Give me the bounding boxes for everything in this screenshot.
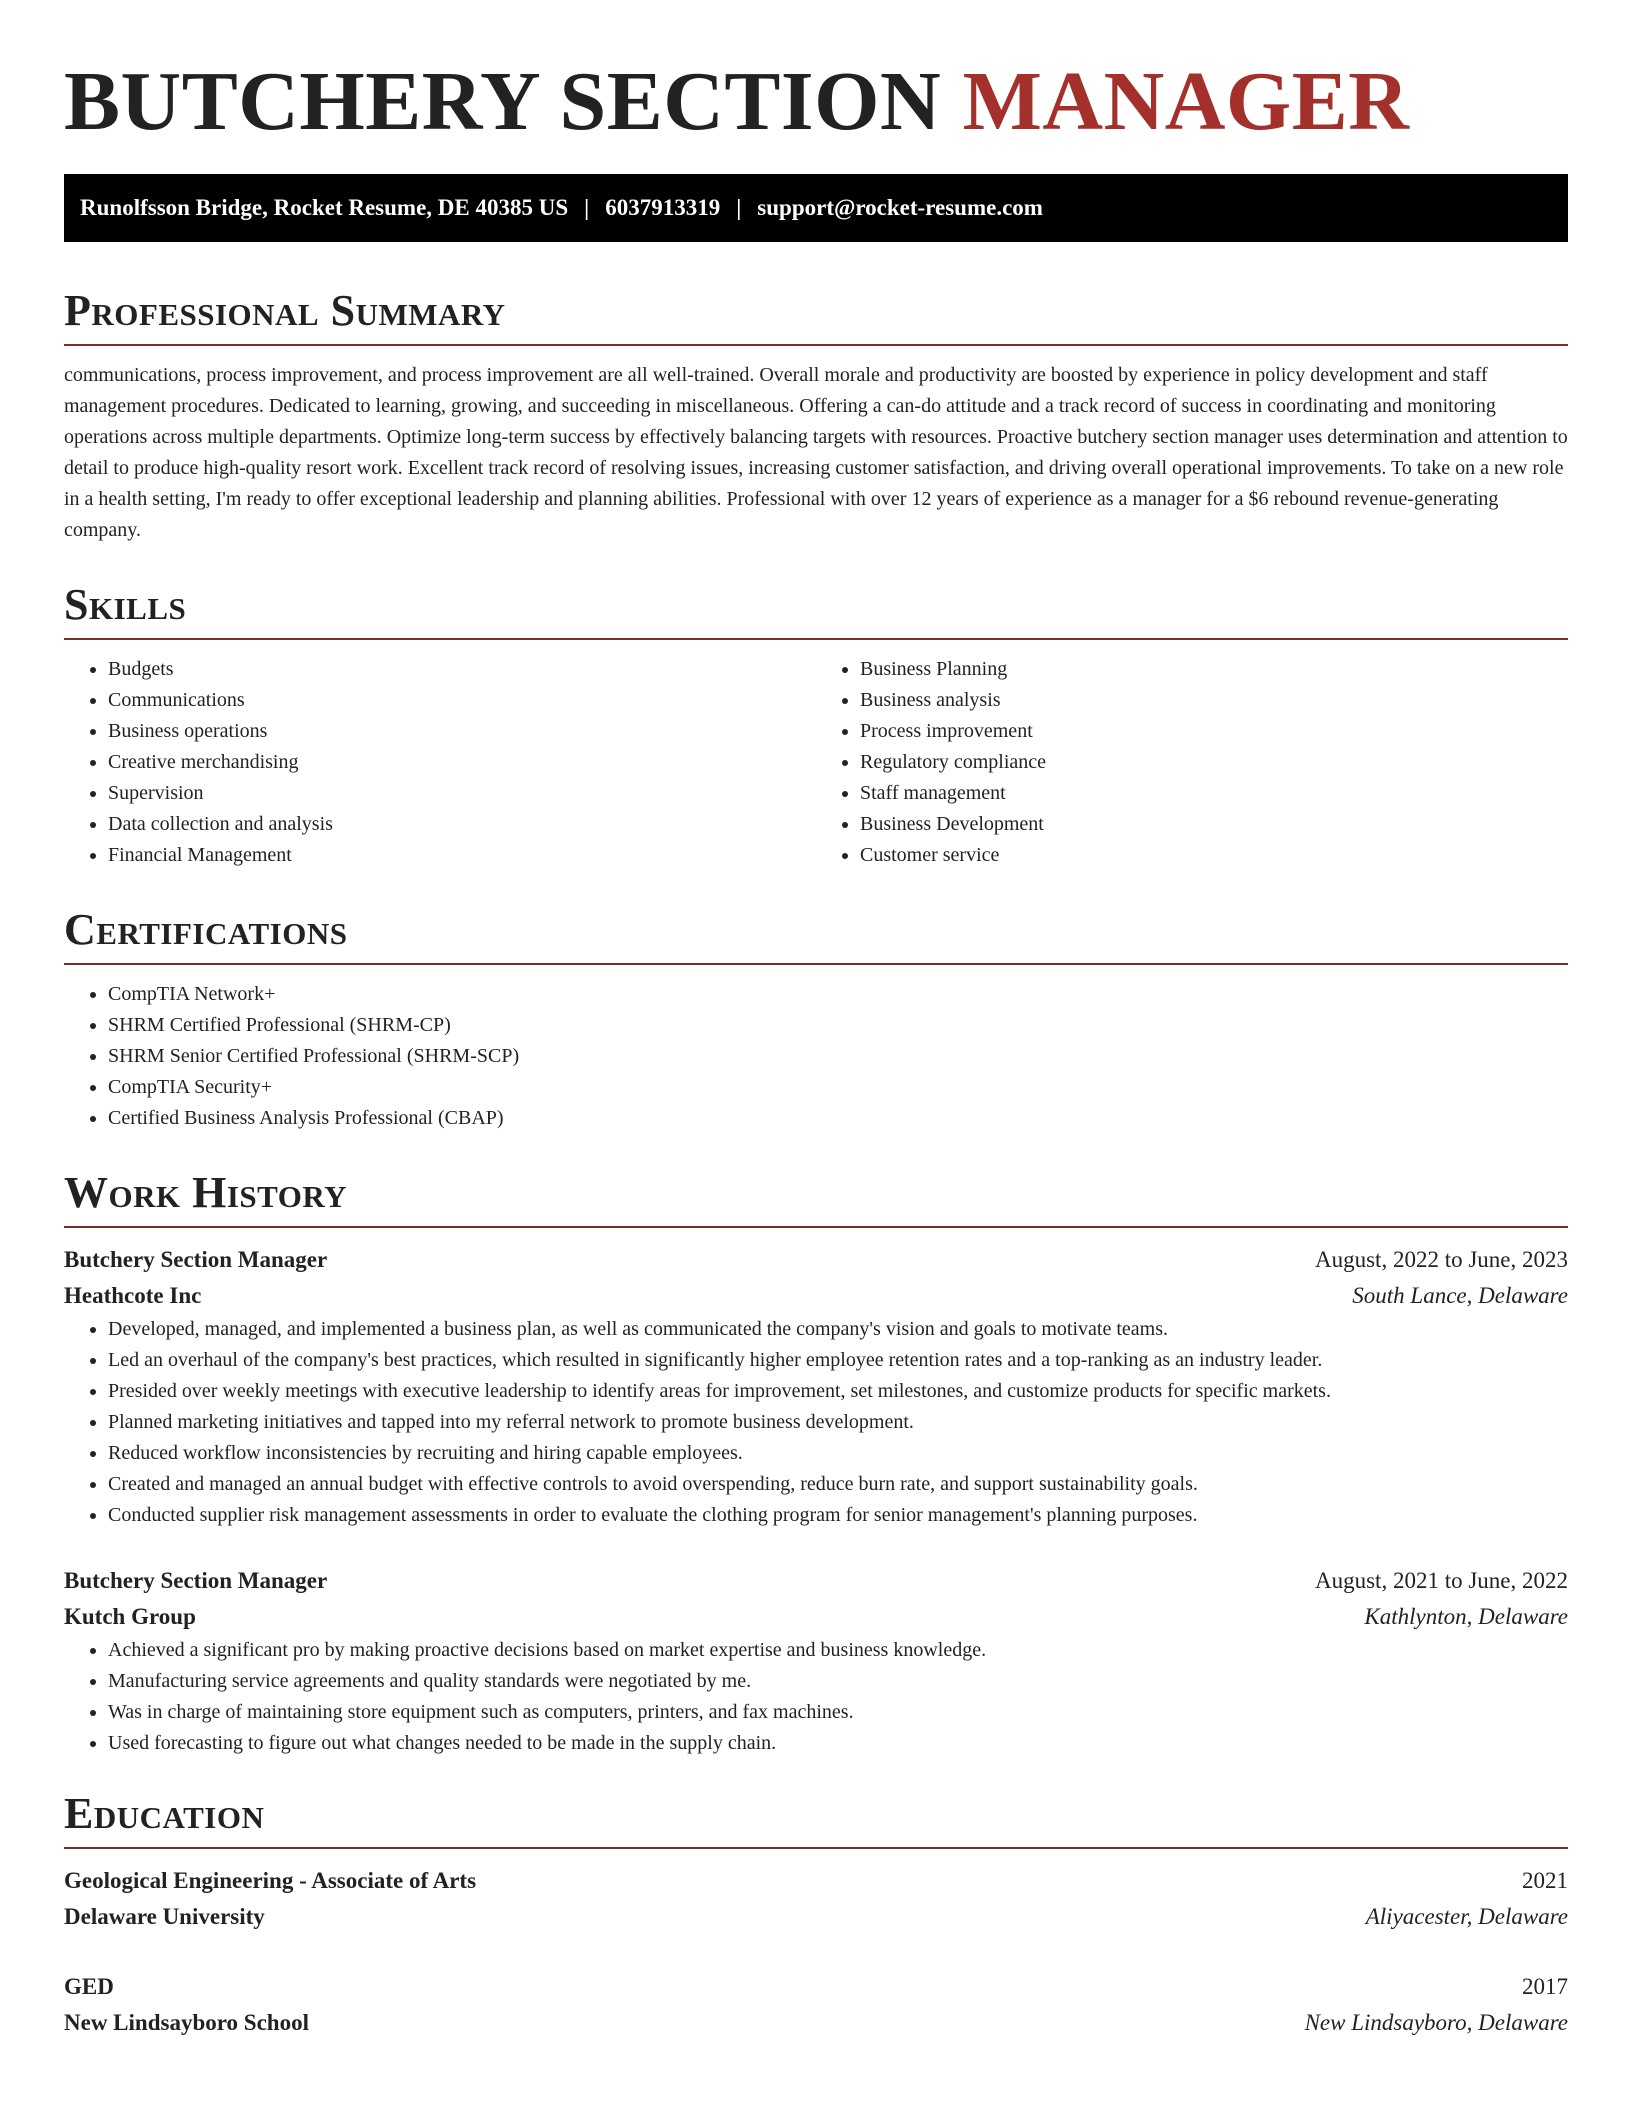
summary-section (64, 286, 1568, 546)
certification-item: • SHRM Senior Certified Professional (SHRM-SCP) (108, 1041, 1568, 1072)
skills-grid (64, 654, 1568, 871)
skill-item: • Process improvement (860, 716, 1568, 747)
contact-phone[interactable]: 6037913319 (605, 195, 721, 220)
job-dates: August, 2022 to June, 2023 (1315, 1247, 1568, 1272)
job-duty: • Achieved a significant pro by making proactive decisions based on market expertise and business knowledge. (108, 1635, 1568, 1666)
job-company: Kutch Group (64, 1604, 196, 1629)
job-location: South Lance, Delaware (1352, 1283, 1568, 1308)
title-accent: MANAGER (962, 55, 1410, 148)
job-company-row (64, 1599, 1568, 1635)
skill-item: • Business Development (860, 809, 1568, 840)
skill-item: • Communications (108, 685, 816, 716)
job-duties (64, 1314, 1568, 1531)
job-company-row (64, 1278, 1568, 1314)
certification-item: • CompTIA Security+ (108, 1072, 1568, 1103)
job-duty: • Used forecasting to figure out what changes needed to be made in the supply chain. (108, 1728, 1568, 1759)
contact-separator: | (736, 195, 742, 220)
skill-item: • Customer service (860, 840, 1568, 871)
education-entry (64, 1969, 1568, 2041)
summary-heading: Professional Summary (64, 286, 506, 335)
certification-item: • SHRM Certified Professional (SHRM-CP) (108, 1010, 1568, 1041)
skill-item: • Supervision (108, 778, 816, 809)
education-school: New Lindsayboro School (64, 2010, 309, 2035)
certifications-heading: Certifications (64, 905, 348, 954)
skill-item: • Data collection and analysis (108, 809, 816, 840)
skill-item: • Staff management (860, 778, 1568, 809)
certifications-list (64, 979, 1568, 1134)
education-section (64, 1789, 1568, 2041)
job-entry (64, 1563, 1568, 1759)
job-duty: • Developed, managed, and implemented a business plan, as well as communicated the company's vision and goals to motivate teams. (108, 1314, 1568, 1345)
skill-item: • Business operations (108, 716, 816, 747)
contact-address: Runolfsson Bridge, Rocket Resume, DE 40385 US (80, 195, 569, 220)
skill-item: • Budgets (108, 654, 816, 685)
job-duty: • Presided over weekly meetings with executive leadership to identify areas for improvement, set milestones, and customize products for specific markets. (108, 1376, 1568, 1407)
job-title-row (64, 1242, 1568, 1278)
section-divider (64, 638, 1568, 640)
work-history-section (64, 1168, 1568, 1759)
section-divider (64, 1226, 1568, 1228)
job-entry (64, 1242, 1568, 1531)
job-duty: • Created and managed an annual budget with effective controls to avoid overspending, reduce burn rate, and support sustainability goals. (108, 1469, 1568, 1500)
certification-item: • CompTIA Network+ (108, 979, 1568, 1010)
skill-item: • Business analysis (860, 685, 1568, 716)
certifications-section (64, 905, 1568, 1134)
job-duty: • Led an overhaul of the company's best practices, which resulted in significantly higher employee retention rates and a top-ranking as an industry leader. (108, 1345, 1568, 1376)
job-duty: • Reduced workflow inconsistencies by recruiting and hiring capable employees. (108, 1438, 1568, 1469)
education-school-row (64, 2005, 1568, 2041)
education-location: Aliyacester, Delaware (1365, 1904, 1568, 1929)
education-year: 2017 (1522, 1974, 1568, 1999)
job-duty: • Conducted supplier risk management assessments in order to evaluate the clothing program for senior management's planning purposes. (108, 1500, 1568, 1531)
education-school-row (64, 1899, 1568, 1935)
education-degree-row (64, 1969, 1568, 2005)
summary-text: communications, process improvement, and process improvement are all well-trained. Overall morale and productivity are boosted by experience in policy development and staff management procedures. Dedicated to learning, growing, and succeeding in miscellaneous. Offering a can-do attitude and a track record of success in coordinating and monitoring operations across multiple departments. Optimize long-term success by effectively balancing targets with resources. Proactive butchery section manager uses determination and attention to detail to produce high-quality resort work. Excellent track record of resolving issues, increasing customer satisfaction, and driving overall operational improvements. To take on a new role in a health setting, I'm ready to offer exceptional leadership and planning abilities. Professional with over 12 years of experience as a manager for a $6 rebound revenue-generating company. (64, 364, 1568, 541)
certification-item: • Certified Business Analysis Professional (CBAP) (108, 1103, 1568, 1134)
skill-item: • Regulatory compliance (860, 747, 1568, 778)
job-duty: • Was in charge of maintaining store equipment such as computers, printers, and fax machines. (108, 1697, 1568, 1728)
education-degree: GED (64, 1974, 114, 1999)
education-location: New Lindsayboro, Delaware (1304, 2010, 1568, 2035)
education-school: Delaware University (64, 1904, 265, 1929)
section-divider (64, 1847, 1568, 1849)
section-divider (64, 344, 1568, 346)
section-divider (64, 963, 1568, 965)
job-duty: • Planned marketing initiatives and tapped into my referral network to promote business development. (108, 1407, 1568, 1438)
job-duty: • Manufacturing service agreements and quality standards were negotiated by me. (108, 1666, 1568, 1697)
education-entry (64, 1863, 1568, 1935)
skill-item: • Financial Management (108, 840, 816, 871)
skills-list-right (816, 654, 1568, 871)
contact-separator: | (584, 195, 590, 220)
education-year: 2021 (1522, 1868, 1568, 1893)
education-degree-row (64, 1863, 1568, 1899)
education-heading: Education (64, 1789, 265, 1838)
work-history-heading: Work History (64, 1168, 348, 1217)
job-title: Butchery Section Manager (64, 1568, 328, 1593)
job-title: Butchery Section Manager (64, 1247, 328, 1272)
job-duties (64, 1635, 1568, 1759)
skill-item: • Creative merchandising (108, 747, 816, 778)
skills-heading: Skills (64, 580, 187, 629)
title-main: BUTCHERY SECTION (64, 55, 942, 148)
job-title-row (64, 1563, 1568, 1599)
job-company: Heathcote Inc (64, 1283, 202, 1308)
skills-list-left (64, 654, 816, 871)
contact-email[interactable]: support@rocket-resume.com (757, 195, 1043, 220)
job-dates: August, 2021 to June, 2022 (1315, 1568, 1568, 1593)
resume-title (64, 52, 1568, 152)
education-degree: Geological Engineering - Associate of Arts (64, 1868, 477, 1893)
job-location: Kathlynton, Delaware (1364, 1604, 1568, 1629)
skills-section (64, 580, 1568, 871)
contact-bar (64, 174, 1568, 242)
skill-item: • Business Planning (860, 654, 1568, 685)
